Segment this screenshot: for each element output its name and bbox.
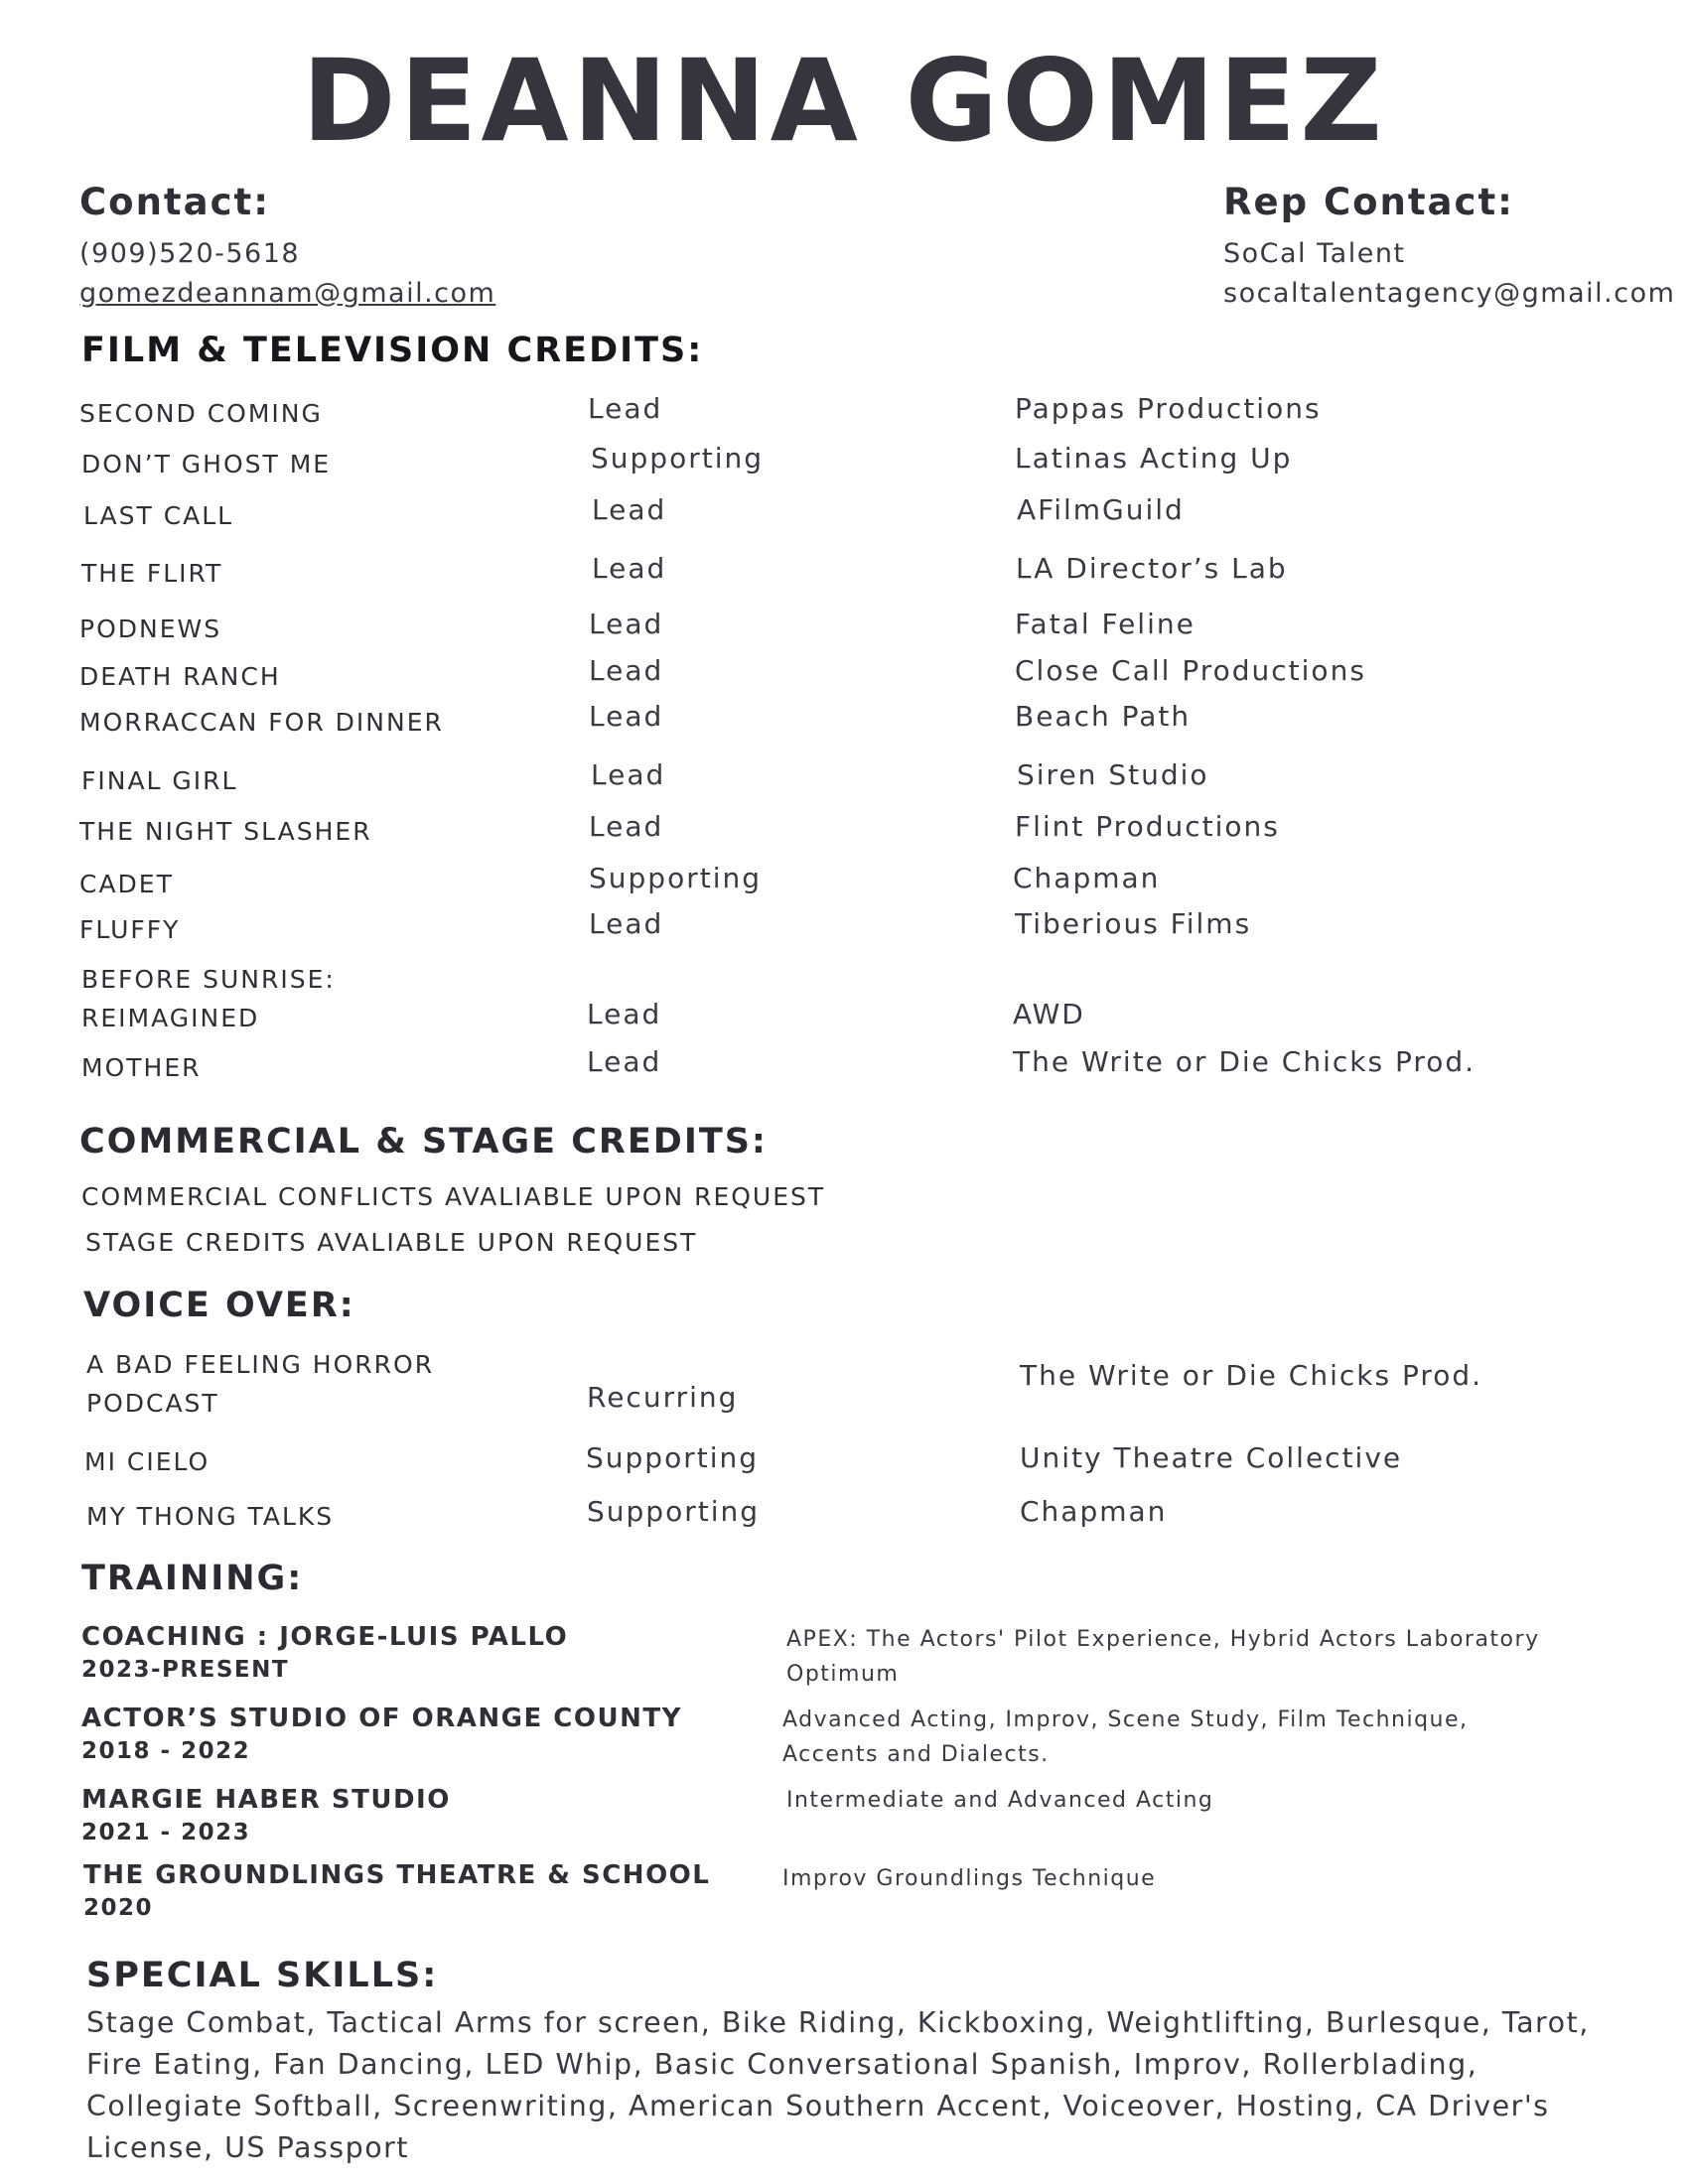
training-years: 2020 — [83, 1895, 154, 1921]
credit-title-line2: PODCAST — [86, 1389, 219, 1418]
commercial-line: COMMERCIAL CONFLICTS AVALIABLE UPON REQUEST — [81, 1182, 826, 1211]
credit-company: The Write or Die Chicks Prod. — [1020, 1359, 1483, 1392]
credit-company: Pappas Productions — [1015, 392, 1322, 425]
contact-heading: Contact: — [79, 181, 270, 223]
credit-company: Chapman — [1020, 1495, 1168, 1528]
rep-contact-heading: Rep Contact: — [1223, 181, 1514, 223]
credit-role: Lead — [589, 608, 664, 640]
credit-title: THE FLIRT — [81, 559, 223, 588]
special-skills-heading: SPECIAL SKILLS: — [86, 1956, 439, 1995]
training-years: 2018 - 2022 — [81, 1738, 251, 1764]
credit-title: DON’T GHOST ME — [81, 450, 332, 478]
training-school: MARGIE HABER STUDIO — [81, 1785, 451, 1815]
credit-role: Lead — [587, 998, 662, 1030]
credit-role: Lead — [589, 700, 664, 733]
resume-name: DEANNA GOMEZ — [302, 35, 1386, 167]
credit-company: The Write or Die Chicks Prod. — [1013, 1045, 1477, 1078]
training-description: Improv Groundlings Technique — [782, 1866, 1157, 1891]
credit-company: Latinas Acting Up — [1015, 442, 1293, 475]
training-description: Intermediate and Advanced Acting — [786, 1788, 1214, 1813]
credit-title: A BAD FEELING HORROR — [86, 1350, 435, 1379]
credit-company: Chapman — [1013, 862, 1161, 894]
rep-email: socaltalentagency@gmail.com — [1223, 278, 1676, 309]
credit-company: Unity Theatre Collective — [1020, 1441, 1403, 1474]
credit-role: Lead — [589, 907, 664, 940]
training-heading: TRAINING: — [81, 1559, 304, 1598]
credit-title-line2: REIMAGINED — [81, 1004, 260, 1032]
credit-title: MOTHER — [81, 1053, 202, 1082]
credit-role: Lead — [592, 552, 667, 585]
film-tv-heading: FILM & TELEVISION CREDITS: — [81, 331, 704, 370]
credit-title: MI CIELO — [84, 1447, 211, 1476]
credit-role: Lead — [592, 493, 667, 526]
credit-title: LAST CALL — [83, 501, 234, 530]
credit-role: Supporting — [587, 1495, 760, 1528]
credit-role: Supporting — [589, 862, 762, 894]
credit-title: FLUFFY — [79, 915, 181, 944]
training-years: 2021 - 2023 — [81, 1820, 251, 1845]
commercial-stage-heading: COMMERCIAL & STAGE CREDITS: — [79, 1122, 768, 1161]
special-skills-text: Stage Combat, Tactical Arms for screen, Bike Riding, Kickboxing, Weightlifting, Burlesque, Tarot, Fire Eating, Fan Dancing, LED Whip, Basic Conversational Spanish, Improv, Rollerblading, Collegiate Softball, Screenwriting, American Southern Accent, Voiceover, Hosting, CA Driver's License, US Passport — [86, 2006, 1590, 2164]
credit-role: Supporting — [591, 442, 764, 475]
credit-role: Lead — [589, 810, 664, 843]
credit-company: Fatal Feline — [1015, 608, 1196, 640]
credit-company: AWD — [1013, 998, 1085, 1030]
credit-company: Tiberious Films — [1015, 907, 1252, 940]
voice-over-heading: VOICE OVER: — [83, 1286, 355, 1325]
credit-role: Recurring — [587, 1381, 739, 1414]
credit-company: LA Director’s Lab — [1016, 552, 1288, 585]
training-school: THE GROUNDLINGS THEATRE & SCHOOL — [83, 1860, 711, 1890]
credit-role: Lead — [588, 392, 663, 425]
credit-company: Siren Studio — [1017, 758, 1209, 791]
contact-phone: (909)520-5618 — [79, 238, 301, 269]
training-school: ACTOR’S STUDIO OF ORANGE COUNTY — [81, 1704, 682, 1733]
credit-company: Beach Path — [1015, 700, 1192, 733]
credit-title: PODNEWS — [79, 614, 222, 643]
credit-title: CADET — [79, 870, 174, 898]
training-years: 2023-PRESENT — [81, 1657, 290, 1683]
credit-role: Lead — [591, 758, 666, 791]
contact-email-link[interactable]: gomezdeannam@gmail.com — [79, 278, 496, 309]
credit-company: Close Call Productions — [1015, 654, 1366, 687]
credit-title: SECOND COMING — [79, 399, 323, 428]
rep-agency: SoCal Talent — [1223, 238, 1406, 269]
credit-title: FINAL GIRL — [81, 766, 238, 795]
credit-title: MORRACCAN FOR DINNER — [79, 708, 444, 737]
credit-title: BEFORE SUNRISE: — [81, 965, 336, 994]
credit-role: Lead — [587, 1045, 662, 1078]
stage-line: STAGE CREDITS AVALIABLE UPON REQUEST — [85, 1228, 698, 1257]
training-description: APEX: The Actors' Pilot Experience, Hybrid Actors Laboratory Optimum — [786, 1627, 1540, 1687]
credit-company: AFilmGuild — [1017, 493, 1185, 526]
credit-role: Lead — [589, 654, 664, 687]
credit-title: DEATH RANCH — [79, 662, 281, 691]
training-school: COACHING : JORGE-LUIS PALLO — [81, 1622, 569, 1652]
credit-title: MY THONG TALKS — [86, 1502, 335, 1531]
training-description: Advanced Acting, Improv, Scene Study, Film Technique, Accents and Dialects. — [782, 1707, 1469, 1767]
credit-title: THE NIGHT SLASHER — [79, 817, 372, 846]
credit-company: Flint Productions — [1015, 810, 1280, 843]
credit-role: Supporting — [586, 1441, 759, 1474]
